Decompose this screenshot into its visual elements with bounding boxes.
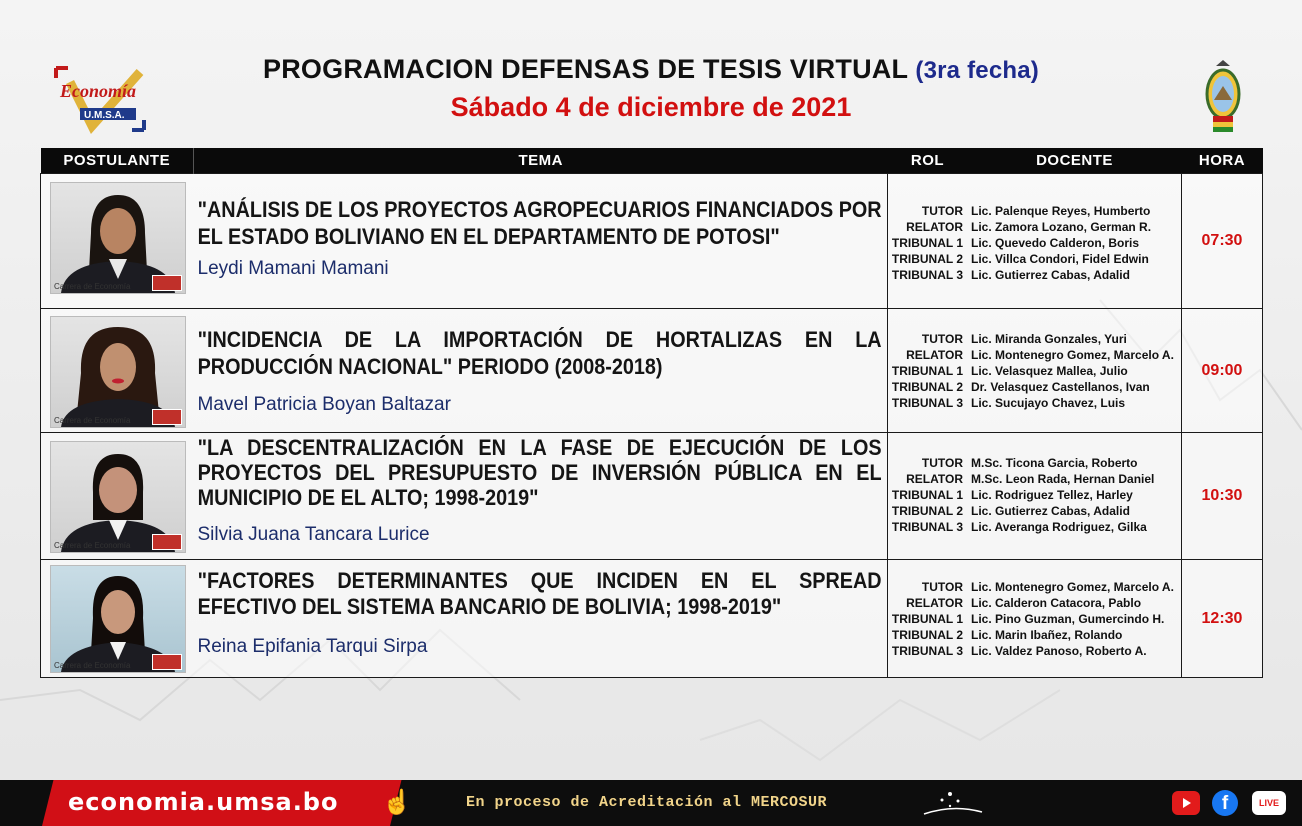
photo-cell bbox=[41, 433, 194, 560]
tribunal-line bbox=[888, 627, 1181, 643]
photo-caption: Carrera de Economía bbox=[54, 661, 131, 670]
rol-label: TUTOR bbox=[921, 580, 963, 594]
tribunal-line bbox=[888, 347, 1181, 363]
tribunal-line bbox=[888, 251, 1181, 267]
tema-cell bbox=[194, 560, 888, 678]
facebook-icon[interactable]: f bbox=[1212, 790, 1238, 816]
svg-text:U.M.S.A.: U.M.S.A. bbox=[84, 110, 125, 121]
candidate-photo bbox=[50, 182, 186, 294]
rol-label: RELATOR bbox=[906, 220, 963, 234]
tribunal-line bbox=[888, 203, 1181, 219]
photo-caption: Carrera de Economía bbox=[54, 282, 131, 291]
col-postulante: POSTULANTE bbox=[41, 148, 194, 174]
docente-name: Lic. Calderon Catacora, Pablo bbox=[971, 596, 1142, 610]
rol-label: TRIBUNAL 1 bbox=[891, 236, 963, 250]
page-title bbox=[0, 54, 1302, 85]
defense-time: 12:30 bbox=[1182, 560, 1263, 678]
docente-name: Lic. Quevedo Calderon, Boris bbox=[971, 236, 1140, 250]
title-main: PROGRAMACION DEFENSAS DE TESIS VIRTUAL bbox=[263, 54, 908, 84]
tribunal-line bbox=[888, 331, 1181, 347]
footer-bar bbox=[0, 780, 1302, 826]
tema-cell bbox=[194, 174, 888, 309]
rol-label: TRIBUNAL 1 bbox=[891, 612, 963, 626]
photo-watermark-logo bbox=[152, 409, 182, 425]
thesis-title: "LA DESCENTRALIZACIÓN EN LA FASE DE EJECUCIÓN DE LOS PROYECTOS DEL PRESUPUESTO DE INVERSIÓN PÚBLICA EN EL MUNICIPIO DE EL ALTO; 1998-2019" bbox=[197, 435, 882, 510]
tribunal-line bbox=[888, 471, 1181, 487]
rol-label: RELATOR bbox=[906, 472, 963, 486]
defense-time: 07:30 bbox=[1182, 174, 1263, 309]
tema-cell bbox=[194, 309, 888, 433]
candidate-name: Leydi Mamani Mamani bbox=[197, 258, 389, 279]
docente-name: Lic. Sucujayo Chavez, Luis bbox=[971, 396, 1126, 410]
defense-time: 10:30 bbox=[1182, 433, 1263, 560]
rol-label: TRIBUNAL 1 bbox=[891, 488, 963, 502]
tribunal-line bbox=[888, 579, 1181, 595]
tema-cell bbox=[194, 433, 888, 560]
col-hora: HORA bbox=[1182, 148, 1263, 174]
photo-cell bbox=[41, 174, 194, 309]
thesis-title: "ANÁLISIS DE LOS PROYECTOS AGROPECUARIOS FINANCIADOS POR EL ESTADO BOLIVIANO EN EL DEPARTAMENTO DE POTOSI" bbox=[197, 197, 882, 249]
col-tema: TEMA bbox=[194, 148, 888, 174]
candidate-name: Mavel Patricia Boyan Baltazar bbox=[197, 394, 451, 415]
docente-name: Lic. Miranda Gonzales, Yuri bbox=[971, 332, 1127, 346]
docente-name: Lic. Valdez Panoso, Roberto A. bbox=[971, 644, 1147, 658]
docente-name: M.Sc. Ticona Garcia, Roberto bbox=[971, 456, 1138, 470]
tribunal-line bbox=[888, 519, 1181, 535]
docente-name: M.Sc. Leon Rada, Hernan Daniel bbox=[971, 472, 1155, 486]
candidate-name: Silvia Juana Tancara Lurice bbox=[197, 524, 430, 545]
tribunal-cell bbox=[888, 433, 1182, 560]
photo-caption: Carrera de Economía bbox=[54, 416, 131, 425]
docente-name: Lic. Gutierrez Cabas, Adalid bbox=[971, 504, 1130, 518]
photo-watermark-logo bbox=[152, 275, 182, 291]
photo-watermark-logo bbox=[152, 654, 182, 670]
rol-label: RELATOR bbox=[906, 596, 963, 610]
tribunal-cell bbox=[888, 309, 1182, 433]
tribunal-line bbox=[888, 379, 1181, 395]
tribunal-line bbox=[888, 363, 1181, 379]
docente-name: Lic. Rodriguez Tellez, Harley bbox=[971, 488, 1133, 502]
docente-name: Lic. Gutierrez Cabas, Adalid bbox=[971, 268, 1130, 282]
docente-name: Lic. Palenque Reyes, Humberto bbox=[971, 204, 1151, 218]
rol-label: RELATOR bbox=[906, 348, 963, 362]
event-date: Sábado 4 de diciembre de 2021 bbox=[450, 92, 852, 122]
rol-label: TRIBUNAL 3 bbox=[891, 396, 963, 410]
tribunal-line bbox=[888, 503, 1181, 519]
rol-label: TRIBUNAL 2 bbox=[891, 380, 963, 394]
website-link[interactable]: economia.umsa.bo bbox=[68, 788, 339, 816]
rol-label: TRIBUNAL 2 bbox=[891, 504, 963, 518]
youtube-icon[interactable] bbox=[1172, 791, 1200, 815]
tribunal-line bbox=[888, 395, 1181, 411]
table-row bbox=[41, 560, 1263, 678]
candidate-photo bbox=[50, 441, 186, 553]
table-row bbox=[41, 309, 1263, 433]
photo-watermark-logo bbox=[152, 534, 182, 550]
photo-cell bbox=[41, 309, 194, 433]
rol-label: TRIBUNAL 3 bbox=[891, 644, 963, 658]
bolivia-shield bbox=[1200, 60, 1246, 138]
rol-label: TRIBUNAL 3 bbox=[891, 268, 963, 282]
tribunal-line bbox=[888, 267, 1181, 283]
accreditation-text: En proceso de Acreditación al MERCOSUR bbox=[466, 794, 828, 811]
docente-name: Lic. Marin Ibañez, Rolando bbox=[971, 628, 1123, 642]
live-icon[interactable]: LIVE bbox=[1252, 791, 1286, 815]
tribunal-line bbox=[888, 595, 1181, 611]
candidate-name: Reina Epifania Tarqui Sirpa bbox=[197, 636, 428, 657]
tribunal-cell bbox=[888, 560, 1182, 678]
photo-cell bbox=[41, 560, 194, 678]
thesis-title: "INCIDENCIA DE LA IMPORTACIÓN DE HORTALIZAS EN LA PRODUCCIÓN NACIONAL" PERIODO (2008-2018) bbox=[197, 327, 882, 379]
svg-text:Economía: Economía bbox=[60, 81, 137, 101]
col-docente: DOCENTE bbox=[968, 148, 1182, 174]
rol-label: TRIBUNAL 2 bbox=[891, 252, 963, 266]
rol-label: TUTOR bbox=[921, 456, 963, 470]
tribunal-cell bbox=[888, 174, 1182, 309]
docente-name: Lic. Montenegro Gomez, Marcelo A. bbox=[971, 348, 1174, 362]
docente-name: Lic. Velasquez Mallea, Julio bbox=[971, 364, 1128, 378]
candidate-photo bbox=[50, 316, 186, 428]
col-rol: ROL bbox=[888, 148, 968, 174]
docente-name: Dr. Velasquez Castellanos, Ivan bbox=[971, 380, 1150, 394]
candidate-photo bbox=[50, 565, 186, 673]
table-row bbox=[41, 174, 1263, 309]
docente-name: Lic. Zamora Lozano, German R. bbox=[971, 220, 1152, 234]
hand-pointer-icon: ☝ bbox=[382, 789, 412, 816]
defense-time: 09:00 bbox=[1182, 309, 1263, 433]
docente-name: Lic. Pino Guzman, Gumercindo H. bbox=[971, 612, 1165, 626]
table-header-row bbox=[41, 148, 1263, 174]
tribunal-line bbox=[888, 235, 1181, 251]
defense-schedule-table bbox=[40, 148, 1263, 678]
tribunal-line bbox=[888, 487, 1181, 503]
docente-name: Lic. Montenegro Gomez, Marcelo A. bbox=[971, 580, 1174, 594]
rol-label: TRIBUNAL 2 bbox=[891, 628, 963, 642]
photo-caption: Carrera de Economía bbox=[54, 541, 131, 550]
docente-name: Lic. Villca Condori, Fidel Edwin bbox=[971, 252, 1149, 266]
rol-label: TRIBUNAL 3 bbox=[891, 520, 963, 534]
tribunal-line bbox=[888, 643, 1181, 659]
table-row bbox=[41, 433, 1263, 560]
mercosur-stars-icon bbox=[920, 788, 986, 818]
rol-label: TUTOR bbox=[921, 332, 963, 346]
tribunal-line bbox=[888, 219, 1181, 235]
thesis-title: "FACTORES DETERMINANTES QUE INCIDEN EN EL SPREAD EFECTIVO DEL SISTEMA BANCARIO DE BOLIVIA; 1998-2019" bbox=[197, 568, 882, 619]
docente-name: Lic. Averanga Rodriguez, Gilka bbox=[971, 520, 1147, 534]
title-note: (3ra fecha) bbox=[915, 57, 1039, 84]
tribunal-line bbox=[888, 611, 1181, 627]
rol-label: TRIBUNAL 1 bbox=[891, 364, 963, 378]
rol-label: TUTOR bbox=[921, 204, 963, 218]
tribunal-line bbox=[888, 455, 1181, 471]
